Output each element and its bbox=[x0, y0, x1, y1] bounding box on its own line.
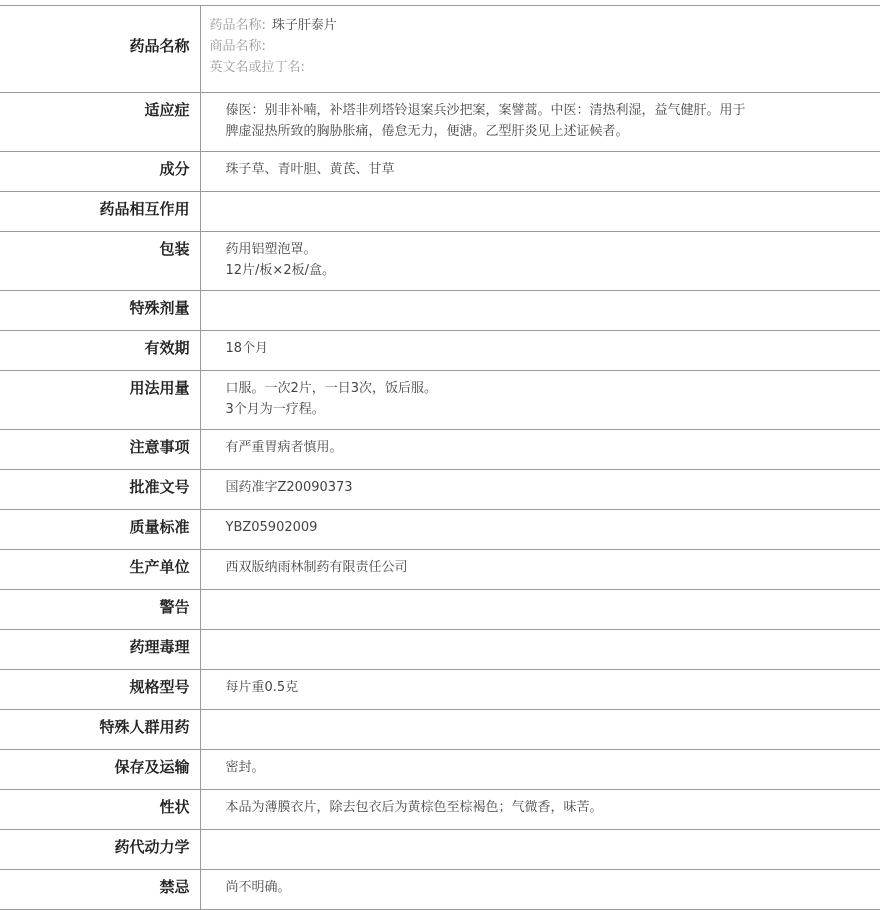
table-row bbox=[0, 192, 880, 232]
table-row bbox=[0, 670, 880, 710]
row-value-line: 18个月 bbox=[226, 338, 880, 359]
row-value bbox=[200, 371, 880, 430]
row-value bbox=[200, 331, 880, 371]
table-row bbox=[0, 510, 880, 550]
row-label: 包装 bbox=[0, 232, 200, 291]
english-name-label: 英文名或拉丁名: bbox=[210, 60, 305, 75]
row-label: 适应症 bbox=[0, 93, 200, 152]
row-value bbox=[200, 670, 880, 710]
row-value bbox=[200, 590, 880, 630]
generic-name-value: 珠子肝泰片 bbox=[272, 18, 337, 33]
row-value-line: 西双版纳雨林制药有限责任公司 bbox=[226, 557, 880, 578]
name-values bbox=[200, 6, 880, 93]
row-value-line: 有严重胃病者慎用。 bbox=[226, 437, 880, 458]
row-value bbox=[200, 510, 880, 550]
table-row bbox=[0, 830, 880, 870]
row-value-line: 脾虚湿热所致的胸胁胀痛，倦怠无力，便溏。乙型肝炎见上述证候者。 bbox=[226, 121, 880, 142]
row-value-line: 珠子草、青叶胆、黄芪、甘草 bbox=[226, 159, 880, 180]
drug-info-table bbox=[0, 5, 880, 910]
row-value bbox=[200, 93, 880, 152]
row-label: 性状 bbox=[0, 790, 200, 830]
table-row bbox=[0, 371, 880, 430]
row-value bbox=[200, 550, 880, 590]
row-value bbox=[200, 750, 880, 790]
row-value bbox=[200, 291, 880, 331]
table-row bbox=[0, 710, 880, 750]
generic-name-line bbox=[210, 15, 880, 36]
row-value-line: 口服。一次2片，一日3次，饭后服。 bbox=[226, 378, 880, 399]
table-row bbox=[0, 331, 880, 371]
drug-info-body bbox=[0, 6, 880, 910]
row-label: 药品名称 bbox=[0, 6, 200, 93]
row-value bbox=[200, 710, 880, 750]
row-label: 有效期 bbox=[0, 331, 200, 371]
table-row bbox=[0, 750, 880, 790]
row-value-line: 尚不明确。 bbox=[226, 877, 880, 898]
generic-name-label: 药品名称: bbox=[210, 18, 266, 33]
row-label: 成分 bbox=[0, 152, 200, 192]
table-row bbox=[0, 470, 880, 510]
table-row bbox=[0, 232, 880, 291]
table-row bbox=[0, 590, 880, 630]
row-value-line: 3个月为一疗程。 bbox=[226, 399, 880, 420]
table-row bbox=[0, 630, 880, 670]
row-label: 用法用量 bbox=[0, 371, 200, 430]
row-value bbox=[200, 192, 880, 232]
row-label: 批准文号 bbox=[0, 470, 200, 510]
row-label: 注意事项 bbox=[0, 430, 200, 470]
row-value-line: 药用铝塑泡罩。 bbox=[226, 239, 880, 260]
row-value bbox=[200, 790, 880, 830]
row-value-line: 傣医：别非补喃，补塔非列塔铃退案兵沙把案，案譬蒿。中医：清热利湿，益气健肝。用于 bbox=[226, 100, 880, 121]
trade-name-label: 商品名称: bbox=[210, 39, 266, 54]
row-label: 生产单位 bbox=[0, 550, 200, 590]
row-label: 药品相互作用 bbox=[0, 192, 200, 232]
row-value-line: 12片/板×2板/盒。 bbox=[226, 260, 880, 281]
table-row-drug-name bbox=[0, 6, 880, 93]
table-row bbox=[0, 790, 880, 830]
table-row bbox=[0, 550, 880, 590]
table-row bbox=[0, 291, 880, 331]
table-row bbox=[0, 152, 880, 192]
trade-name-line bbox=[210, 36, 880, 57]
row-label: 药代动力学 bbox=[0, 830, 200, 870]
row-label: 警告 bbox=[0, 590, 200, 630]
row-value bbox=[200, 830, 880, 870]
row-value-line: 本品为薄膜衣片，除去包衣后为黄棕色至棕褐色；气微香，味苦。 bbox=[226, 797, 880, 818]
row-label: 特殊剂量 bbox=[0, 291, 200, 331]
table-row bbox=[0, 93, 880, 152]
table-row bbox=[0, 430, 880, 470]
row-label: 药理毒理 bbox=[0, 630, 200, 670]
row-label: 保存及运输 bbox=[0, 750, 200, 790]
row-value bbox=[200, 430, 880, 470]
row-label: 禁忌 bbox=[0, 870, 200, 910]
row-value-line: 密封。 bbox=[226, 757, 880, 778]
row-value-line: 每片重0.5克 bbox=[226, 677, 880, 698]
row-label: 特殊人群用药 bbox=[0, 710, 200, 750]
row-value bbox=[200, 470, 880, 510]
row-value bbox=[200, 232, 880, 291]
row-value bbox=[200, 630, 880, 670]
row-value-line: YBZ05902009 bbox=[226, 517, 880, 538]
row-value bbox=[200, 152, 880, 192]
row-label: 规格型号 bbox=[0, 670, 200, 710]
row-label: 质量标准 bbox=[0, 510, 200, 550]
row-value-line: 国药准字Z20090373 bbox=[226, 477, 880, 498]
english-name-line bbox=[210, 57, 880, 78]
